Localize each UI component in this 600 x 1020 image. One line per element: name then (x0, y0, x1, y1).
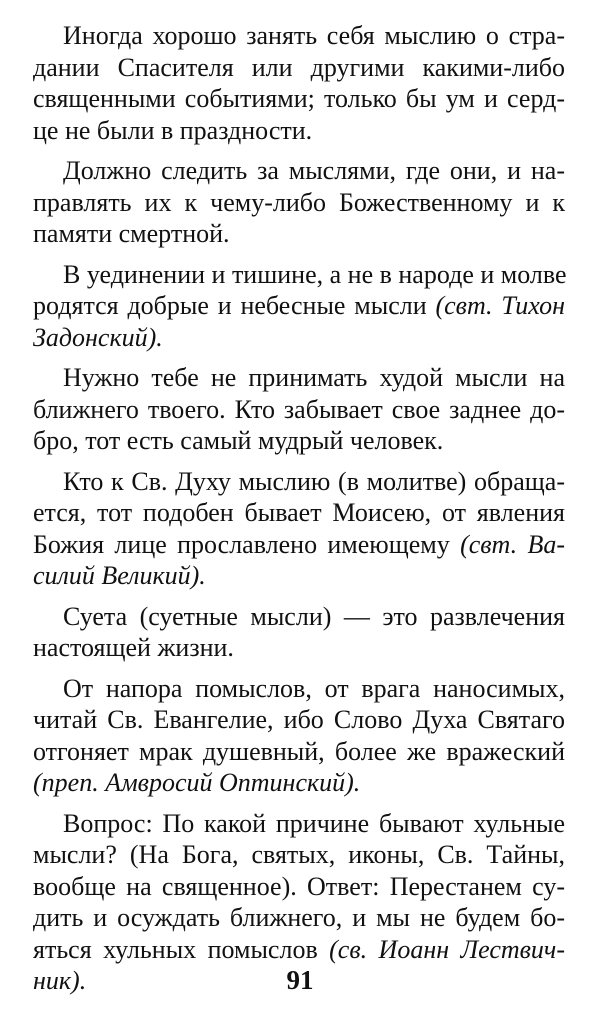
citation-text: силий Великий). (33, 561, 206, 590)
text-line (33, 704, 565, 736)
text-line (33, 673, 565, 705)
text-line (33, 322, 565, 354)
body-text: яться хульных помыслов (33, 934, 330, 964)
body-text: ближнего твоего. Кто забывает свое заднее до- (33, 394, 565, 424)
page-body (33, 20, 565, 1006)
body-text: ется, тот подобен бывает Моисею, от явления (33, 498, 565, 527)
text-line (33, 259, 565, 291)
text-line (33, 466, 565, 498)
text-line (33, 601, 565, 633)
text-line (33, 839, 565, 871)
paragraph (33, 601, 565, 664)
page-number: 91 (286, 965, 314, 995)
citation-text: (свт. Ва- (460, 529, 565, 559)
text-line (33, 218, 565, 250)
text-line (33, 394, 565, 426)
body-text: отгоняет мрак душевный, более же вражеский (33, 736, 565, 766)
text-line (33, 425, 565, 457)
body-text: От напора помыслов, от врага наносимых, (63, 673, 565, 703)
body-text: бро, тот есть самый мудрый человек. (33, 426, 444, 455)
text-line (33, 560, 565, 592)
citation-text: (преп. Амвросий Оптинский). (33, 768, 361, 797)
body-text: Вопрос: По какой причине бывают хульные (63, 808, 565, 838)
body-text: Должно следить за мыслями, где они, и на- (63, 156, 565, 185)
text-line (33, 155, 565, 187)
citation-text: (свт. Тихон (435, 291, 565, 320)
body-text: Суета (суетные мысли) — это развлечения (63, 601, 565, 631)
text-line (33, 808, 565, 840)
body-text: родятся добрые и небесные мысли (33, 291, 436, 320)
paragraph (33, 155, 565, 250)
body-text: дании Спасителя или другими какими-либо (33, 52, 565, 82)
body-text: священными событиями; только бы ум и серд- (33, 84, 565, 113)
paragraph (33, 673, 565, 799)
text-line (33, 632, 565, 664)
body-text: дить и осуждать ближнего, и мы не будем бо- (33, 903, 565, 932)
text-line (33, 736, 565, 768)
body-text: Кто к Св. Духу мыслию (в молитве) обраща- (63, 466, 565, 496)
body-text: мысли? (На Бога, святых, иконы, Св. Тайны, (33, 840, 565, 869)
paragraph (33, 466, 565, 592)
body-text: Божия лице прославлено имеющему (33, 529, 461, 559)
paragraph (33, 259, 565, 354)
text-line (33, 871, 565, 903)
paragraph (33, 20, 565, 146)
text-line (33, 52, 565, 84)
body-text: Нужно тебе не принимать худой мысли на (63, 363, 565, 392)
text-line (33, 934, 565, 966)
body-text: читай Св. Евангелие, ибо Слово Духа Святаго (33, 705, 565, 734)
text-line (33, 767, 565, 799)
citation-text: (св. Иоанн Лествич- (329, 934, 565, 964)
text-line (33, 290, 565, 322)
body-text: В уединении и тишине, а не в народе и молве (63, 259, 567, 289)
text-line (33, 497, 565, 529)
text-line (33, 902, 565, 934)
body-text: це не были в праздности. (33, 115, 313, 145)
body-text: вообще на священное). Ответ: Перестанем су- (33, 871, 565, 901)
body-text: настоящей жизни. (33, 633, 234, 662)
body-text: Иногда хорошо занять себя мыслию о стра- (63, 21, 565, 50)
text-line (33, 187, 565, 219)
text-line (33, 20, 565, 52)
text-line (33, 83, 565, 115)
text-line (33, 362, 565, 394)
text-line (33, 115, 565, 147)
citation-text: ник). (33, 966, 87, 995)
citation-text: Задонский). (33, 322, 163, 352)
body-text: правлять их к чему-либо Божественному и к (33, 187, 565, 217)
paragraph (33, 362, 565, 457)
text-line (33, 529, 565, 561)
body-text: памяти смертной. (33, 219, 230, 248)
